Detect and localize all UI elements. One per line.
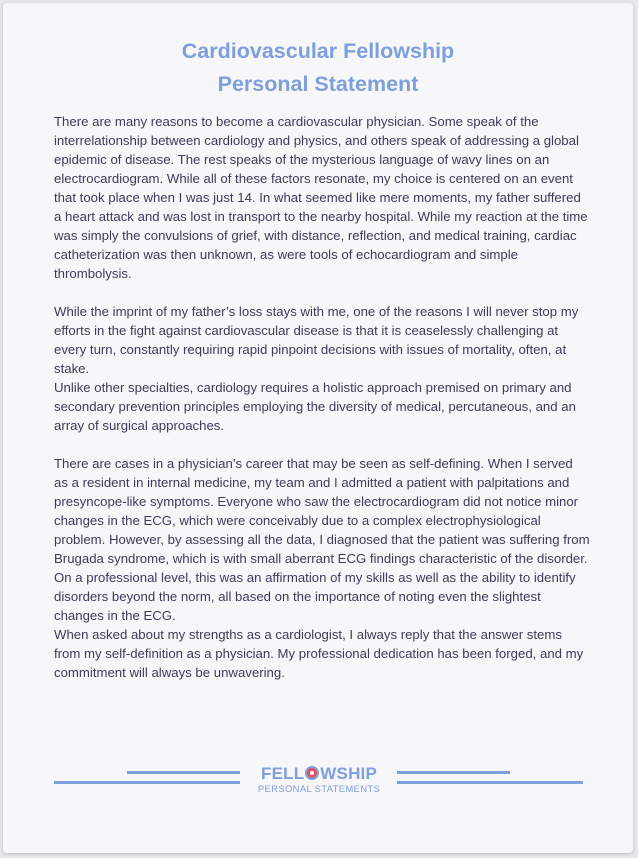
statement-body (54, 112, 590, 682)
document-title (3, 35, 633, 101)
paragraph-3: Unlike other specialties, cardiology requires a holistic approach premised on primary and secondary prevention principles employing the diversity of medical, percutaneous, and an array of surgical approaches. (54, 380, 576, 433)
paragraph-5: When asked about my strengths as a cardiologist, I always reply that the answer stems from my self-definition as a physician. My professional dedication has been forged, and my commitment will always be unwavering. (54, 627, 584, 680)
paragraph-1: There are many reasons to become a cardiovascular physician. Some speak of the interrelationship between cardiology and physics, and others speak of addressing a global epidemic of disease. The rest speaks of the mysterious language of wavy lines on an electrocardiogram. While all of these factors resonate, my choice is centered on an event that took place when I was just 14. In what seemed like mere moments, my father suffered a heart attack and was lost in transport to the nearby hospital. While my reaction at the time was simply the convulsions of grief, with distance, reflection, and medical training, cardiac catheterization was then unknown, as were tools of echocardiogram and simple thrombolysis. (54, 114, 588, 281)
paragraph-2: While the imprint of my father’s loss stays with me, one of the reasons I will never stop my efforts in the fight against cardiovascular disease is that it is ceaselessly challenging at every turn, constantly requiring rapid pinpoint decisions with issues of mortality, often, at stake. (54, 304, 579, 376)
logo-subtitle: PERSONAL STATEMENTS (257, 784, 381, 795)
logo-text-part-2: WSHIP (320, 764, 378, 783)
document-page (3, 3, 633, 853)
logo-text-part-1: FELL (260, 764, 305, 783)
title-line-1: Cardiovascular Fellowship (181, 39, 455, 63)
title-line-2: Personal Statement (217, 72, 419, 96)
paragraph-4: There are cases in a physician’s career that may be seen as self-defining. When I served as a resident in internal medicine, my team and I admitted a patient with palpitations and presyncope-like symptoms. Everyone who saw the electrocardiogram did not notice minor changes in the ECG, which were conceivably due to a complex electrophysiological problem. However, by assessing all the data, I diagnosed that the patient was suffering from Brugada syndrome, which is with small aberrant ECG findings characteristic of the disorder. On a professional level, this was an affirmation of my skills as well as the ability to identify disorders beyond the norm, all based on the importance of noting even the slightest changes in the ECG. (54, 456, 590, 623)
